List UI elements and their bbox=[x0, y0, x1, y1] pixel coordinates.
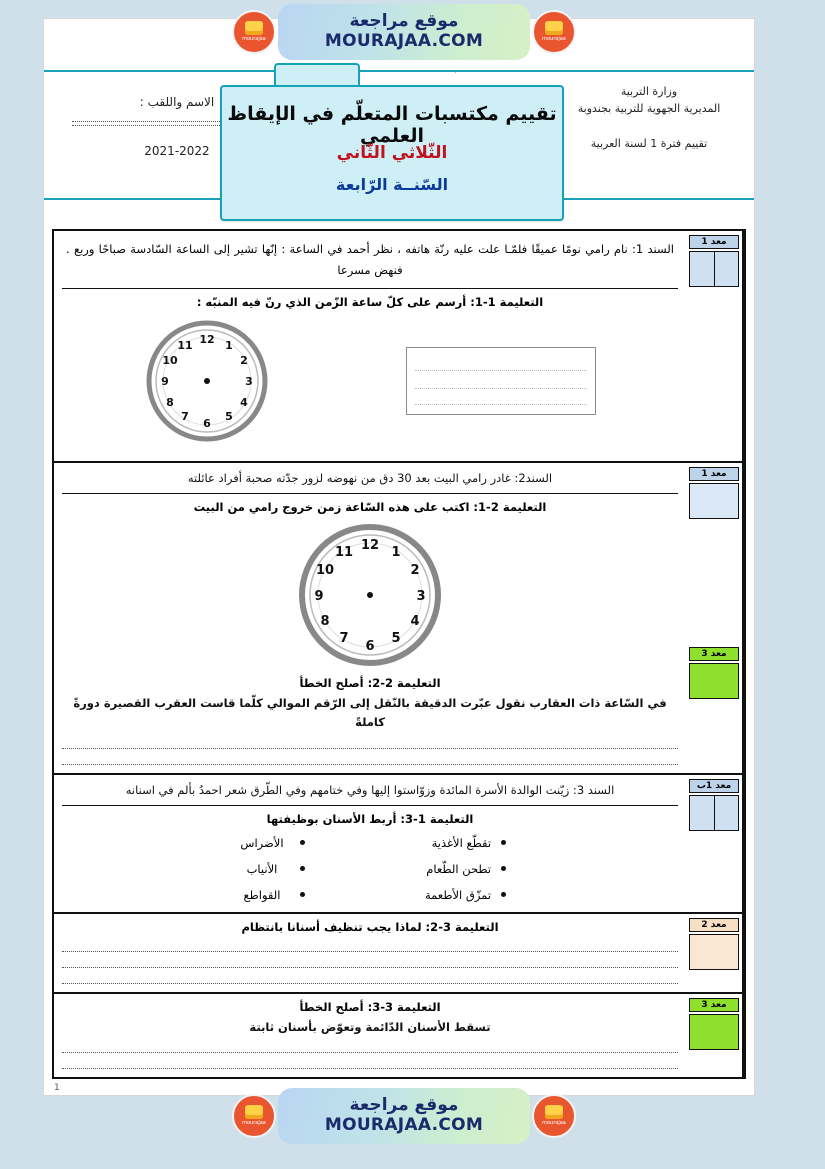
match-label: الأنياب bbox=[246, 861, 278, 876]
exercise-content-1 bbox=[54, 231, 686, 461]
score-tag-1: معد 1 bbox=[689, 235, 739, 249]
watermark-badge-icon bbox=[232, 1094, 276, 1138]
svg-text:5: 5 bbox=[224, 410, 233, 424]
svg-text:6: 6 bbox=[365, 638, 375, 654]
bullet-icon bbox=[300, 892, 305, 897]
svg-text:2: 2 bbox=[410, 562, 420, 578]
bullet-icon bbox=[501, 866, 506, 871]
score-box-3a[interactable] bbox=[689, 795, 739, 831]
svg-text:12: 12 bbox=[198, 333, 215, 347]
page-number: 1 bbox=[54, 1083, 60, 1093]
watermark-badge-icon bbox=[532, 1094, 576, 1138]
answer-box-1[interactable] bbox=[406, 347, 596, 415]
score-cell-1 bbox=[686, 231, 744, 461]
watermark-top bbox=[228, 2, 580, 62]
ministry-line-1: وزارة التربية bbox=[620, 85, 678, 98]
school-year: 2021-2022 bbox=[144, 144, 210, 159]
divider-3 bbox=[62, 805, 678, 806]
svg-text:7: 7 bbox=[180, 410, 189, 424]
bullet-icon bbox=[300, 840, 305, 845]
matching-right-column bbox=[234, 836, 305, 902]
instruction-3-3: التعليمة 3-3: أصلح الخطأ bbox=[299, 999, 441, 1014]
answer-line-5-2[interactable] bbox=[62, 1055, 678, 1069]
instruction-1-1: التعليمة 1-1: أرسم على كلّ ساعة الزّمن الذي رنّ فيه المنبّه : bbox=[196, 295, 544, 310]
watermark-badge-label: mourajaa bbox=[542, 36, 566, 43]
svg-text:7: 7 bbox=[339, 630, 349, 646]
score-box-5[interactable] bbox=[689, 1014, 739, 1050]
exercise-content-4 bbox=[54, 914, 686, 992]
match-label: القواطع bbox=[243, 887, 281, 902]
situation-text-1: السند 1: نام رامي نومًا عميقًا فلمّـا علت عليه رنّة هاتفه ، نظر أحمد في الساعة : إنّها تشير إلى الساعة السّادسة صباحًا وربع . فنهض مسرعا bbox=[66, 242, 674, 277]
svg-text:11: 11 bbox=[176, 339, 193, 353]
match-label: تمزّق الأطعمة bbox=[424, 887, 492, 902]
score-box-2b[interactable] bbox=[689, 663, 739, 699]
score-box-4[interactable] bbox=[689, 934, 739, 970]
score-tag-5: معد 3 bbox=[689, 998, 739, 1012]
match-label: تقطّع الأغذية bbox=[431, 835, 492, 850]
score-box-2a[interactable] bbox=[689, 483, 739, 519]
svg-text:9: 9 bbox=[160, 375, 169, 389]
book-icon bbox=[245, 21, 263, 35]
matching-exercise bbox=[62, 830, 678, 904]
book-icon bbox=[545, 1105, 563, 1119]
statement-2-2: في السّاعة ذات العقارب نقول عبّرت الدقيقة بالنّقل إلى الرّقم الموالي كلّما قاست العقرب القصيرة دورةً كاملةً bbox=[73, 695, 667, 730]
exercise-row-4 bbox=[54, 914, 744, 994]
exercise-content-3 bbox=[54, 775, 686, 912]
exercises-table bbox=[52, 229, 746, 1079]
svg-text:3: 3 bbox=[244, 375, 253, 389]
match-label: الأضراس bbox=[240, 835, 284, 850]
match-item-left-3[interactable] bbox=[425, 888, 506, 902]
watermark-badge-label: mourajaa bbox=[242, 36, 266, 43]
instruction-2-1: التعليمة 2-1: اكتب على هذه السّاعة زمن خروج رامي من البيت bbox=[193, 499, 547, 514]
svg-text:10: 10 bbox=[161, 354, 178, 368]
answer-line-3-3[interactable] bbox=[62, 970, 678, 984]
score-cell-2 bbox=[686, 463, 744, 773]
svg-text:8: 8 bbox=[320, 613, 330, 629]
match-item-right-2[interactable] bbox=[234, 862, 305, 876]
watermark-bottom bbox=[228, 1085, 580, 1147]
exercise-row-3 bbox=[54, 775, 744, 914]
answer-line-2-2[interactable] bbox=[62, 751, 678, 765]
answer-line-5-1[interactable] bbox=[62, 1039, 678, 1053]
watermark-line-2: MOURAJAA.COM bbox=[324, 31, 484, 51]
svg-text:10: 10 bbox=[315, 562, 335, 578]
instruction-3-2: التعليمة 3-2: لماذا يجب تنظيف أسنانا بانتظام bbox=[241, 919, 499, 934]
watermark-plate bbox=[278, 4, 530, 60]
match-item-left-2[interactable] bbox=[425, 862, 506, 876]
watermark-badge-label: mourajaa bbox=[542, 1120, 566, 1127]
score-box-1[interactable] bbox=[689, 251, 739, 287]
ministry-block bbox=[564, 83, 734, 152]
exercise-row-1 bbox=[54, 231, 744, 463]
match-item-right-3[interactable] bbox=[234, 888, 305, 902]
score-tag-4: معد 2 bbox=[689, 918, 739, 932]
clock-1[interactable] bbox=[145, 319, 269, 443]
instruction-3-1: التعليمة 1-3: أربط الأسنان بوظيفتها bbox=[266, 811, 474, 826]
instruction-2-2: التعليمة 2-2: أصلح الخطأ bbox=[299, 675, 441, 690]
divider-2 bbox=[62, 493, 678, 494]
header-ribbon bbox=[44, 57, 754, 217]
score-tag-3a: معد 1ب bbox=[689, 779, 739, 793]
svg-text:11: 11 bbox=[334, 544, 354, 560]
svg-text:3: 3 bbox=[416, 588, 426, 604]
clock-2[interactable] bbox=[62, 518, 678, 676]
svg-text:1: 1 bbox=[224, 339, 233, 353]
watermark-line-2: MOURAJAA.COM bbox=[324, 1115, 484, 1135]
match-item-right-1[interactable] bbox=[234, 836, 305, 850]
svg-text:9: 9 bbox=[314, 588, 324, 604]
watermark-badge-label: mourajaa bbox=[242, 1120, 266, 1127]
situation-text-3: السند 3: زيّنت الوالدة الأسرة المائدة وزوّاستوا إليها وفي ختامهم وفي الطّرق شعر احمدُ بألم في اسنانه bbox=[125, 783, 615, 798]
score-cell-4 bbox=[686, 914, 744, 992]
ministry-line-2: المديرية الجهوية للتربية بجندوبة bbox=[577, 102, 721, 116]
book-icon bbox=[245, 1105, 263, 1119]
statement-3-3: تسقط الأسنان الدّائمة وتعوّض بأسنان ثابتة bbox=[249, 1019, 491, 1034]
score-tag-2a: معد 1 bbox=[689, 467, 739, 481]
match-item-left-1[interactable] bbox=[425, 836, 506, 850]
worksheet-sheet bbox=[43, 18, 755, 1096]
svg-text:1: 1 bbox=[391, 544, 401, 560]
svg-text:5: 5 bbox=[391, 630, 401, 646]
score-cell-5 bbox=[686, 994, 744, 1078]
bullet-icon bbox=[501, 840, 506, 845]
svg-text:4: 4 bbox=[239, 396, 248, 410]
watermark-badge-icon bbox=[232, 10, 276, 54]
svg-text:12: 12 bbox=[360, 537, 380, 553]
matching-left-column bbox=[425, 836, 506, 902]
exercise-row-2 bbox=[54, 463, 744, 775]
level-label: السّنــة الرّابعة bbox=[335, 175, 449, 194]
score-tag-2b: معد 3 bbox=[689, 647, 739, 661]
answer-line-3-2[interactable] bbox=[62, 954, 678, 968]
title-card bbox=[220, 85, 564, 221]
exercise-row-5 bbox=[54, 994, 744, 1078]
situation-text-2: السند2: غادر رامي البيت بعد 30 دق من نهوضه لزور جدّته صحبة أفراد عائلته bbox=[187, 471, 553, 486]
watermark-badge-icon bbox=[532, 10, 576, 54]
divider-1 bbox=[62, 288, 678, 289]
watermark-plate bbox=[278, 1088, 530, 1144]
watermark-line-1: موقع مراجعة bbox=[349, 1095, 459, 1116]
bullet-icon bbox=[501, 892, 506, 897]
svg-text:2: 2 bbox=[239, 354, 248, 368]
watermark-line-1: موقع مراجعة bbox=[349, 11, 459, 32]
svg-text:4: 4 bbox=[410, 613, 420, 629]
svg-text:6: 6 bbox=[202, 417, 211, 431]
exercise-content-2 bbox=[54, 463, 686, 773]
svg-text:8: 8 bbox=[165, 396, 174, 410]
bullet-icon bbox=[300, 866, 305, 871]
document-title: تقييم مكتسبات المتعلّم في الإيقاظ العلمي bbox=[227, 103, 557, 147]
ministry-line-3: تقييم فترة 1 لسنة العربية bbox=[590, 137, 708, 151]
score-cell-3 bbox=[686, 775, 744, 912]
answer-line-2-1[interactable] bbox=[62, 735, 678, 749]
term-label: الثّلاثي الثّاني bbox=[336, 143, 448, 163]
match-label: تطحن الطّعام bbox=[426, 861, 492, 876]
student-name-label: الاسم واللقب : bbox=[139, 95, 215, 109]
exercise-content-5 bbox=[54, 994, 686, 1078]
answer-line-3-1[interactable] bbox=[62, 938, 678, 952]
book-icon bbox=[545, 21, 563, 35]
